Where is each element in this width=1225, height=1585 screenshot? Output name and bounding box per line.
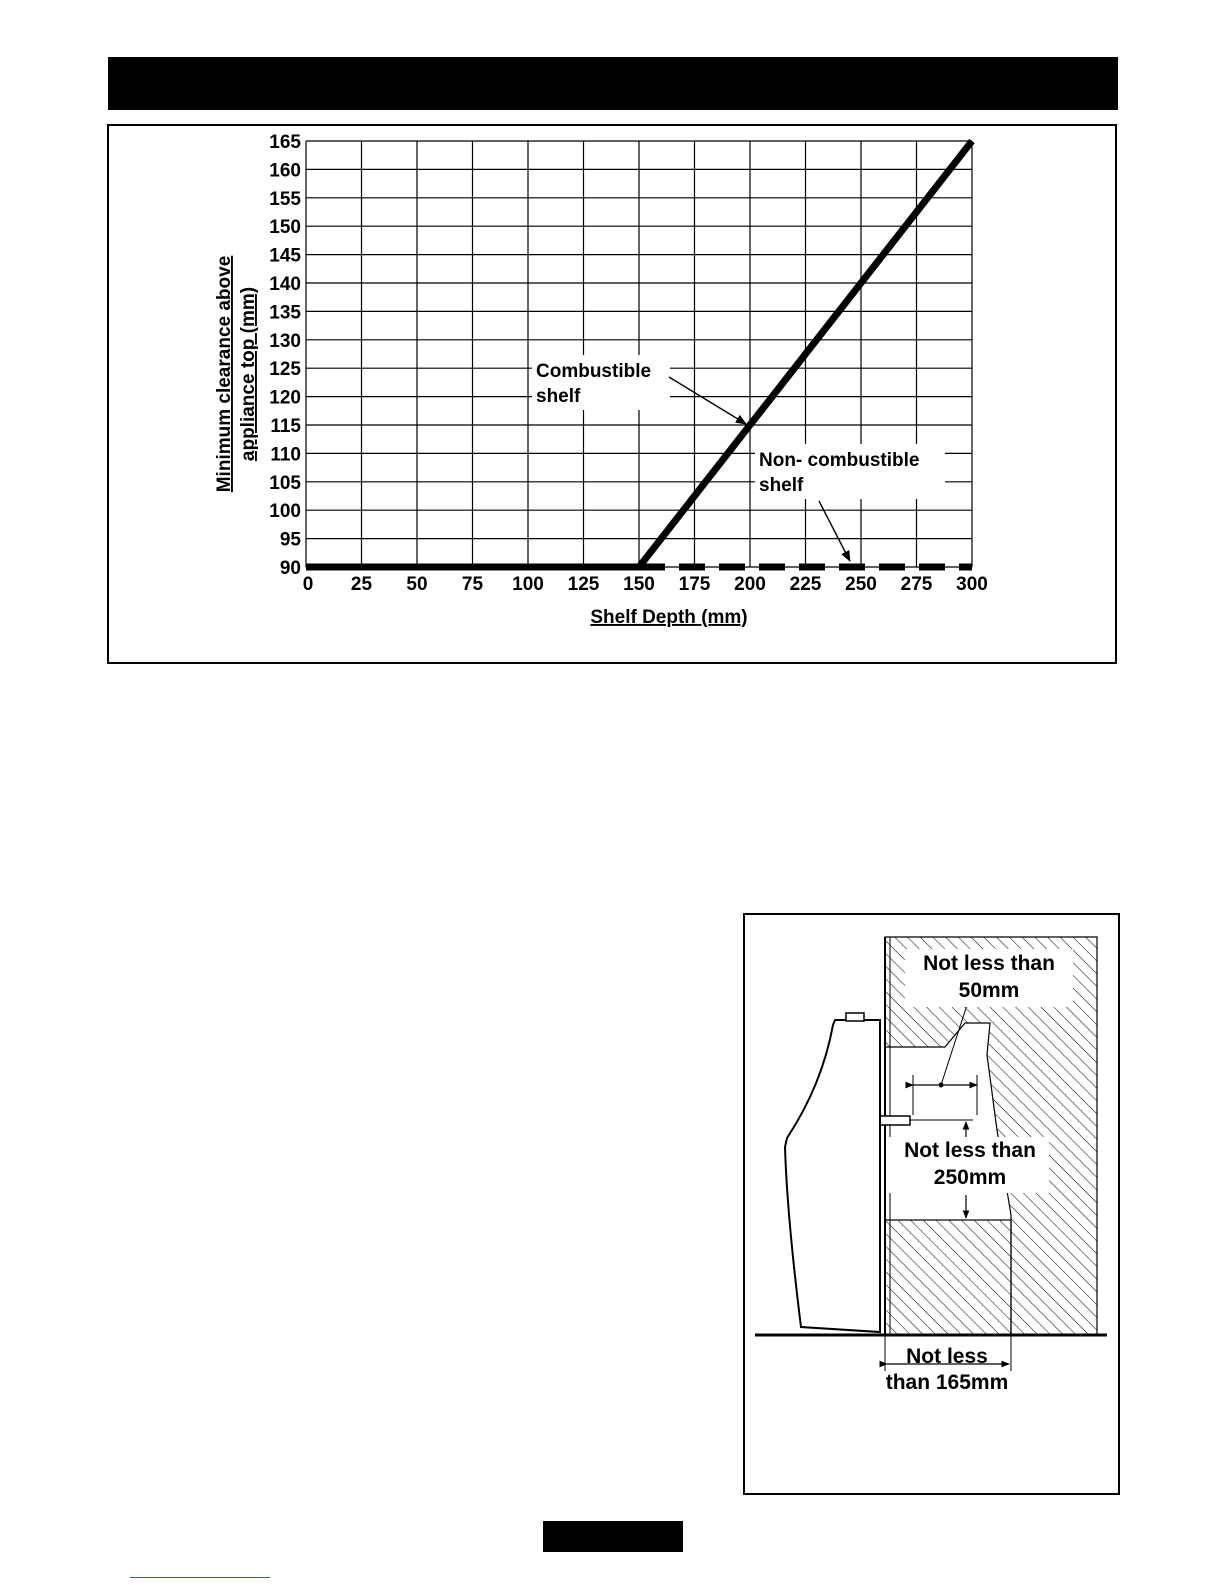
y-tick-label: 150 xyxy=(269,217,301,239)
clearance-chart xyxy=(109,126,1115,662)
shelf xyxy=(878,1116,910,1125)
x-tick-label: 250 xyxy=(845,574,877,595)
x-tick-label: 275 xyxy=(900,574,933,595)
x-tick-label: 150 xyxy=(623,574,655,595)
x-tick-label: 50 xyxy=(406,574,428,595)
appliance-top-cap xyxy=(846,1013,864,1021)
y-tick-label: 160 xyxy=(269,160,301,182)
label-165-line2: than 165mm xyxy=(885,1371,1009,1394)
shelf-clearance-figure-frame xyxy=(743,913,1120,1495)
x-tick-label: 200 xyxy=(734,574,766,595)
y-tick-label: 95 xyxy=(279,529,301,551)
y-tick-label: 105 xyxy=(269,472,301,494)
y-tick-label: 125 xyxy=(269,359,301,381)
y-axis-title-line1: Minimum clearance above xyxy=(214,255,235,493)
y-tick-label: 135 xyxy=(269,302,301,324)
header-bar xyxy=(108,57,1118,110)
label-50-line2: 50mm xyxy=(958,979,1020,1002)
y-tick-label: 115 xyxy=(270,416,301,437)
annotation-arrow xyxy=(669,377,746,424)
annotation-label: Combustible xyxy=(536,361,652,382)
label-250-line1: Not less than xyxy=(904,1139,1036,1162)
x-tick-label: 75 xyxy=(461,574,484,595)
label-50-line1: Not less than xyxy=(923,952,1055,975)
y-tick-label: 165 xyxy=(269,132,301,153)
y-tick-label: 140 xyxy=(269,274,301,295)
x-tick-label: 0 xyxy=(302,574,314,595)
x-tick-label: 300 xyxy=(956,574,988,595)
annotation-label: shelf xyxy=(536,386,581,407)
x-tick-label: 100 xyxy=(512,574,544,595)
label-250-line2: 250mm xyxy=(933,1166,1007,1189)
x-tick-label: 225 xyxy=(789,574,822,595)
wall-hatch-lower xyxy=(885,1220,1011,1335)
chart-annotations xyxy=(532,355,945,561)
chart-grid xyxy=(306,141,972,567)
x-tick-label: 125 xyxy=(567,574,600,595)
page-number-box xyxy=(543,1521,683,1552)
y-tick-label: 120 xyxy=(269,387,301,409)
y-tick-label: 110 xyxy=(270,444,301,466)
x-tick-label: 175 xyxy=(678,574,711,595)
annotation-label: shelf xyxy=(759,475,804,496)
y-axis-title-line2: appliance top (mm) xyxy=(238,286,259,462)
annotation-label: Non- combustible xyxy=(759,450,920,471)
x-axis-title: Shelf Depth (mm) xyxy=(590,607,748,628)
label-165-line1: Not less xyxy=(906,1345,988,1368)
footer-rule xyxy=(130,1577,270,1578)
shelf-clearance-figure xyxy=(745,915,1118,1493)
y-tick-label: 90 xyxy=(279,558,301,579)
y-tick-label: 155 xyxy=(269,188,301,210)
y-tick-label: 100 xyxy=(269,501,301,523)
clearance-chart-frame xyxy=(107,124,1117,664)
fire-appliance xyxy=(785,1020,880,1332)
x-tick-label: 25 xyxy=(350,574,373,595)
y-tick-label: 145 xyxy=(269,245,301,267)
y-tick-label: 130 xyxy=(269,330,301,352)
